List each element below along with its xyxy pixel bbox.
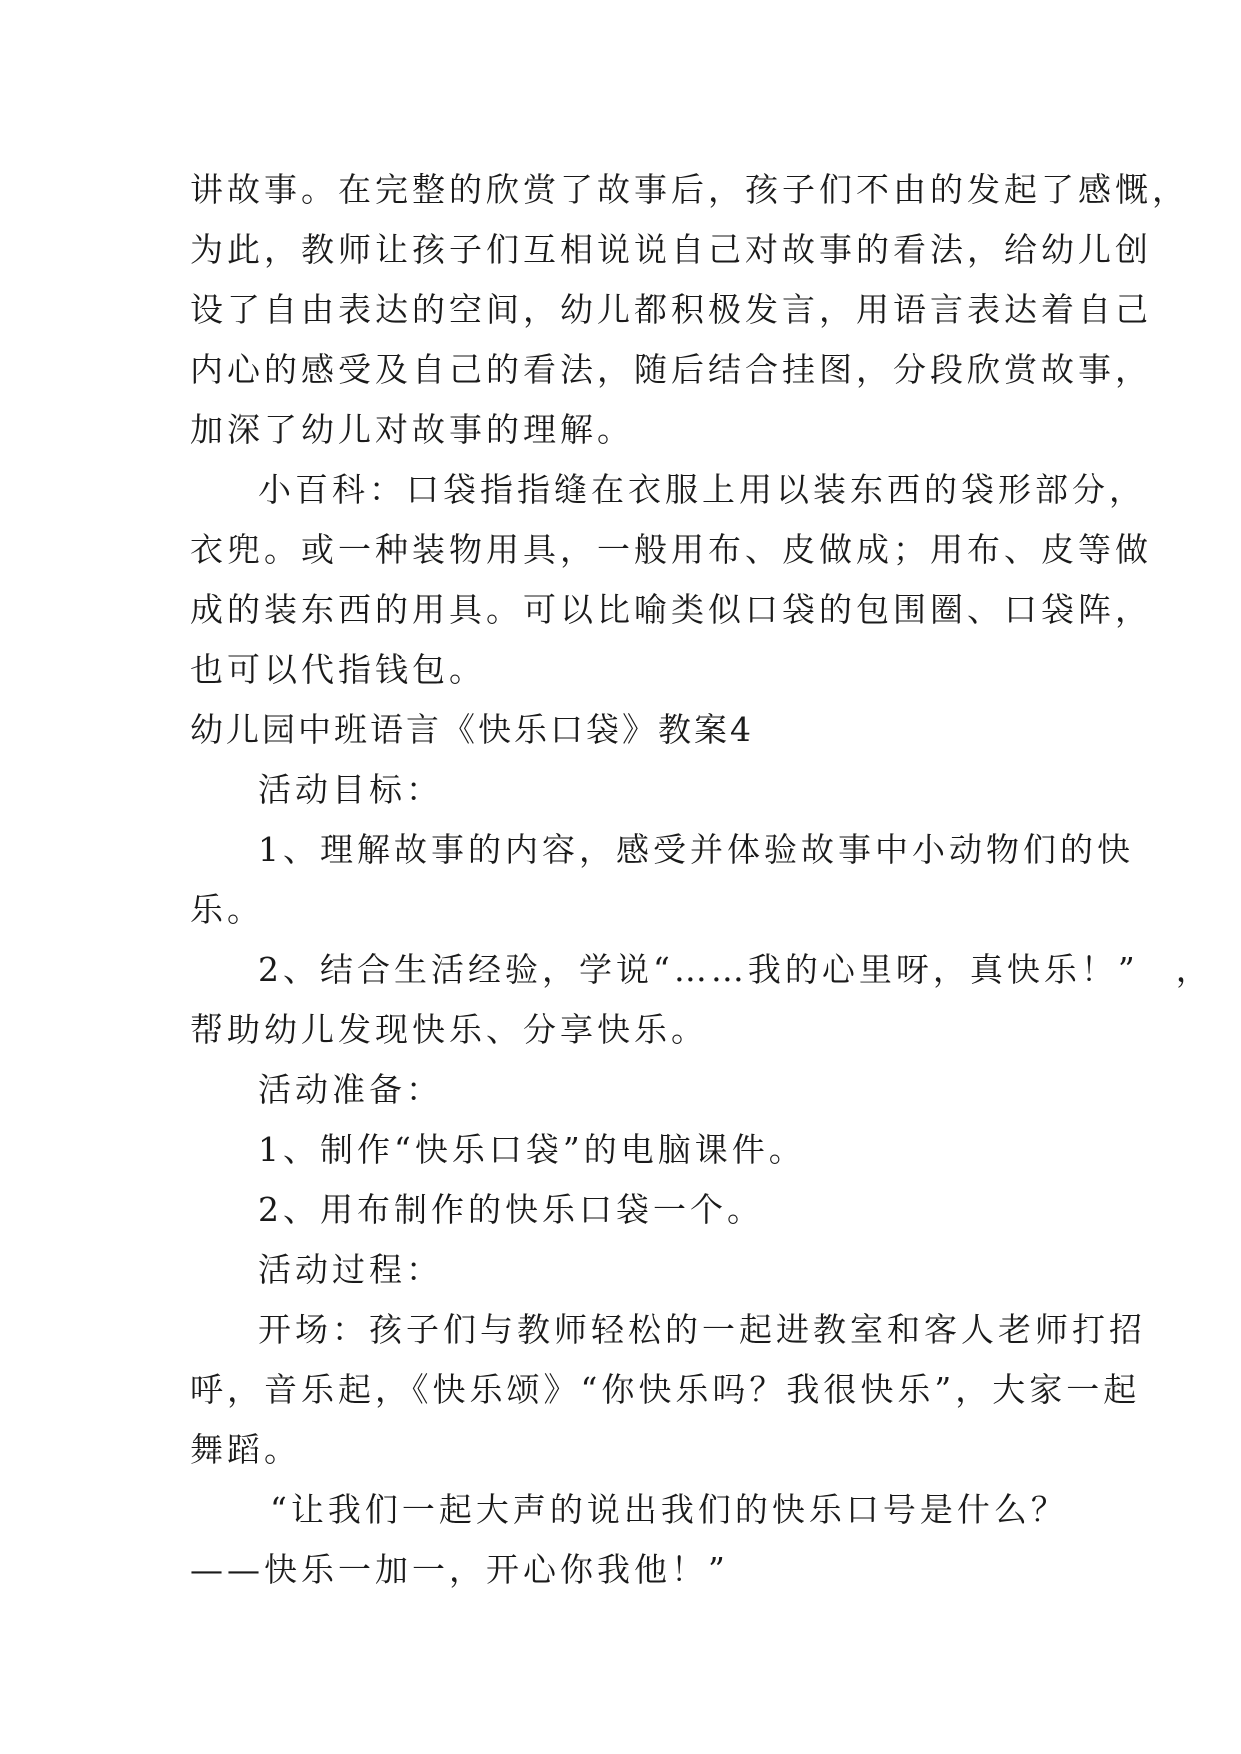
process-paragraph-start: 开场：孩子们与教师轻松的一起进教室和客人老师打招: [258, 1310, 1146, 1349]
subheading-goals: 活动目标：: [258, 770, 443, 809]
text-line: 加深了幼儿对故事的理解。: [190, 410, 634, 449]
quote-line: “让我们一起大声的说出我们的快乐口号是什么？: [270, 1490, 1068, 1529]
text-line: 设了自由表达的空间，幼儿都积极发言，用语言表达着自己: [190, 290, 1152, 329]
subheading-preparation: 活动准备：: [258, 1070, 443, 1109]
text-line: 也可以代指钱包。: [190, 650, 486, 689]
text-line: 为此，教师让孩子们互相说说自己对故事的看法，给幼儿创: [190, 230, 1152, 269]
document-body: [190, 160, 1213, 1600]
text-line: 舞蹈。: [190, 1430, 301, 1469]
encyclopedia-paragraph-start: 小百科：口袋指指缝在衣服上用以装东西的袋形部分，: [258, 470, 1146, 509]
text-line: 衣兜。或一种装物用具，一般用布、皮做成；用布、皮等做: [190, 530, 1152, 569]
quote-line: ——快乐一加一，开心你我他！”: [190, 1550, 729, 1589]
section-title: 幼儿园中班语言《快乐口袋》教案4: [190, 710, 754, 749]
text-line: 成的装东西的用具。可以比喻类似口袋的包围圈、口袋阵，: [190, 590, 1152, 629]
text-line: 帮助幼儿发现快乐、分享快乐。: [190, 1010, 708, 1049]
subheading-process: 活动过程：: [258, 1250, 443, 1289]
goal-item-1: 1、理解故事的内容，感受并体验故事中小动物们的快: [258, 830, 1134, 869]
text-line: 呼，音乐起，《快乐颂》“你快乐吗？我很快乐”，大家一起: [190, 1370, 1141, 1409]
text-line: 乐。: [190, 890, 264, 929]
text-line: 内心的感受及自己的看法，随后结合挂图，分段欣赏故事，: [190, 350, 1152, 389]
text-line: 讲故事。在完整的欣赏了故事后，孩子们不由的发起了感慨，: [190, 170, 1189, 209]
goal-item-2: 2、结合生活经验，学说“……我的心里呀，真快乐！” ，: [258, 950, 1213, 989]
preparation-item-2: 2、用布制作的快乐口袋一个。: [258, 1190, 764, 1229]
preparation-item-1: 1、制作“快乐口袋”的电脑课件。: [258, 1130, 806, 1169]
